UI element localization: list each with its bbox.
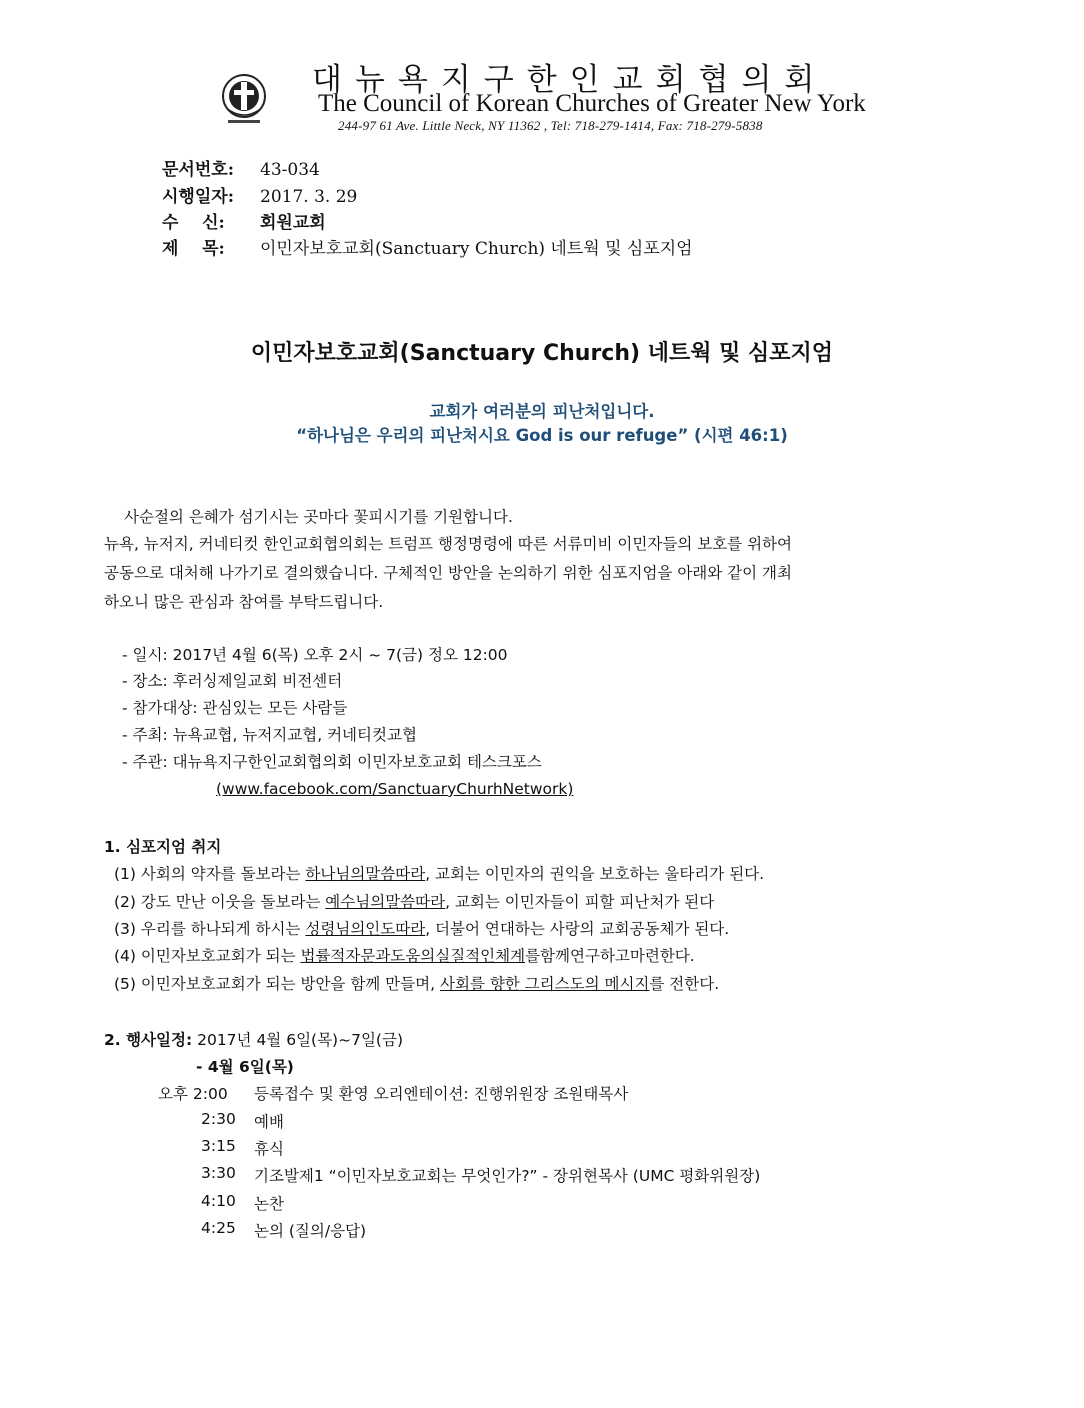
schedule-desc-6: 논의 (질의/응답)	[254, 1222, 367, 1240]
purpose-item-2-text: (2) 강도 만난 이웃을 돌보라는	[114, 893, 326, 911]
doc-number-label: 문서번호:	[162, 160, 234, 180]
purpose-item-4	[114, 944, 695, 966]
council-logo	[219, 70, 269, 126]
recipient-label: 수 신:	[162, 213, 225, 233]
purpose-item-5	[114, 972, 719, 994]
purpose-item-2-rest: , 교회는 이민자들이 피할 피난처가 된다	[445, 893, 715, 911]
org-name-english: The Council of Korean Churches of Greater New York	[318, 90, 866, 117]
purpose-item-3	[114, 917, 729, 939]
section-1-heading: 1. 심포지엄 취지	[104, 838, 222, 856]
issue-date-row	[162, 182, 357, 207]
intro-line-4: 하오니 많은 관심과 참여를 부탁드립니다.	[104, 593, 384, 611]
purpose-item-3-underlined: 성령님의인도따라	[305, 920, 426, 938]
org-address: 244-97 61 Ave. Little Neck, NY 11362 , Tel: 718-279-1414, Fax: 718-279-5838	[338, 118, 763, 133]
schedule-desc-2: 예배	[254, 1113, 284, 1131]
schedule-time-6: 4:25	[201, 1219, 236, 1237]
schedule-time-5: 4:10	[201, 1192, 236, 1210]
purpose-item-1-text: (1) 사회의 약자를 돌보라는	[114, 865, 306, 883]
purpose-item-2	[114, 890, 714, 912]
recipient-value: 회원교회	[260, 213, 326, 233]
purpose-item-2-underlined: 예수님의말씀따라	[325, 893, 446, 911]
subtitle-line-2: “하나님은 우리의 피난처시요 God is our refuge” (시편 46:1)	[296, 426, 788, 445]
purpose-item-5-rest: 를 전한다.	[649, 975, 720, 993]
purpose-item-4-rest: 를함께연구하고마련한다.	[525, 947, 695, 965]
schedule-day-label: - 4월 6일(목)	[196, 1058, 294, 1076]
schedule-desc-5: 논찬	[254, 1195, 284, 1213]
detail-host: - 주최: 뉴욕교협, 뉴저지교협, 커네티컷교협	[122, 726, 417, 744]
section-2-heading-label: 2. 행사일정:	[104, 1031, 193, 1049]
intro-line-3: 공동으로 대처해 나가기로 결의했습니다. 구체적인 방안을 논의하기 위한 심포지엄을 아래와 같이 개최	[104, 564, 792, 582]
schedule-desc-4: 기조발제1 “이민자보호교회는 무엇인가?” - 장위현목사 (UMC 평화위원장)	[254, 1167, 761, 1185]
purpose-item-3-rest: , 더불어 연대하는 사랑의 교회공동체가 된다.	[425, 920, 730, 938]
purpose-item-1-underlined: 하나님의말씀따라	[305, 865, 426, 883]
detail-audience: - 참가대상: 관심있는 모든 사람들	[122, 699, 348, 717]
purpose-item-4-text: (4) 이민자보호교회가 되는	[114, 947, 301, 965]
section-2-heading-dates: 2017년 4월 6일(목)~7일(금)	[192, 1031, 403, 1049]
purpose-item-5-text: (5) 이민자보호교회가 되는 방안을 함께 만들며,	[114, 975, 440, 993]
schedule-time-3: 3:15	[201, 1137, 236, 1155]
intro-line-1: 사순절의 은혜가 섬기시는 곳마다 꽃피시기를 기원합니다.	[124, 508, 513, 526]
facebook-link[interactable]: (www.facebook.com/SanctuaryChurhNetwork)	[216, 780, 574, 798]
issue-date-value: 2017. 3. 29	[260, 187, 358, 207]
detail-organizer: - 주관: 대뉴욕지구한인교회협의회 이민자보호교회 테스크포스	[122, 753, 542, 771]
schedule-desc-1: 등록접수 및 환영 오리엔테이션: 진행위원장 조원태목사	[254, 1085, 629, 1103]
subject-label: 제 목:	[162, 239, 225, 259]
recipient-row	[162, 208, 326, 233]
schedule-time-4: 3:30	[201, 1164, 236, 1182]
schedule-desc-3: 휴식	[254, 1140, 284, 1158]
document-title: 이민자보호교회(Sanctuary Church) 네트웍 및 심포지엄	[250, 341, 834, 366]
doc-number-value: 43-034	[260, 160, 320, 180]
purpose-item-1	[114, 862, 764, 884]
detail-venue: - 장소: 후러싱제일교회 비전센터	[122, 672, 343, 690]
subject-row	[162, 234, 693, 259]
org-name-korean: 대뉴욕지구한인교회협의회	[312, 62, 828, 98]
schedule-time-2: 2:30	[201, 1110, 236, 1128]
subject-value: 이민자보호교회(Sanctuary Church) 네트웍 및 심포지엄	[260, 239, 693, 259]
doc-number-row	[162, 155, 320, 180]
purpose-item-1-rest: , 교회는 이민자의 권익을 보호하는 울타리가 된다.	[425, 865, 765, 883]
detail-date: - 일시: 2017년 4월 6(목) 오후 2시 ~ 7(금) 정오 12:00	[122, 646, 508, 664]
purpose-item-5-underlined: 사회를 향한 그리스도의 메시지	[439, 975, 650, 993]
intro-line-2: 뉴욕, 뉴저지, 커네티컷 한인교회협의회는 트럼프 행정명령에 따른 서류미비 이민자들의 보호를 위하여	[104, 535, 792, 553]
section-2-heading	[104, 1028, 403, 1050]
schedule-time-1: 오후 2:00	[158, 1085, 228, 1103]
purpose-item-3-text: (3) 우리를 하나되게 하시는	[114, 920, 306, 938]
purpose-item-4-underlined: 법률적자문과도움의실질적인체계	[300, 947, 526, 965]
subtitle-line-1: 교회가 여러분의 피난처입니다.	[429, 402, 655, 421]
issue-date-label: 시행일자:	[162, 187, 234, 207]
